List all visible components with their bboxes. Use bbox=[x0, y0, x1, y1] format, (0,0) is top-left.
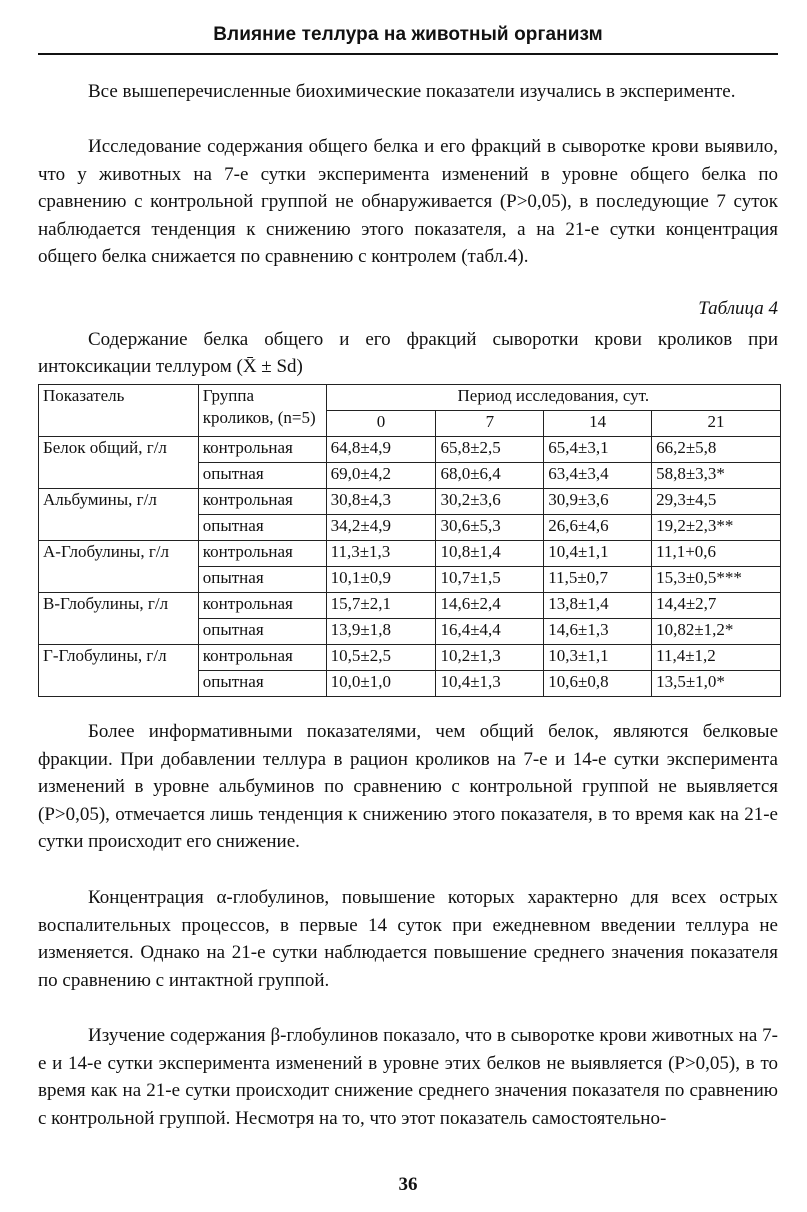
header-indicator: Показатель bbox=[39, 385, 199, 437]
group-cell: опытная bbox=[198, 671, 326, 697]
value-cell: 14,4±2,7 bbox=[652, 593, 781, 619]
header-rule bbox=[38, 53, 778, 55]
paragraph-5 bbox=[38, 1022, 778, 1132]
paragraph-2-text: Исследование содержания общего белка и его фракций в сыворотке крови выявило, что у животных на 7-е сутки эксперимента изменений в уровне общего белка по сравнению с контрольной группой не обнаруживается (P>0,05), в последующие 7 суток наблюдается тенденция к снижению этого показателя, а на 21-е сутки концентрация общего белка снижается по сравнению с контролем (табл.4). bbox=[38, 136, 778, 267]
value-cell: 10,3±1,1 bbox=[544, 645, 652, 671]
paragraph-3 bbox=[38, 718, 778, 856]
table-caption bbox=[38, 326, 778, 380]
value-cell: 10,2±1,3 bbox=[436, 645, 544, 671]
value-cell: 11,4±1,2 bbox=[652, 645, 781, 671]
value-cell: 13,5±1,0* bbox=[652, 671, 781, 697]
value-cell: 11,3±1,3 bbox=[326, 541, 436, 567]
value-cell: 64,8±4,9 bbox=[326, 437, 436, 463]
value-cell: 16,4±4,4 bbox=[436, 619, 544, 645]
paragraph-1 bbox=[38, 78, 778, 106]
paragraph-5-text: Изучение содержания β-глобулинов показало, что в сыворотке крови животных на 7-е и 14-е сутки эксперимента изменений в уровне этих белков не выявляется (P>0,05), в то время как на 21-е сутки происходит снижение среднего значения показателя по сравнению с контрольной группой. Несмотря на то, что этот показатель самостоятельно- bbox=[38, 1025, 778, 1129]
header-day: 14 bbox=[544, 411, 652, 437]
indicator-cell: Г-Глобулины, г/л bbox=[39, 645, 199, 697]
value-cell: 13,8±1,4 bbox=[544, 593, 652, 619]
value-cell: 30,8±4,3 bbox=[326, 489, 436, 515]
group-cell: опытная bbox=[198, 619, 326, 645]
paragraph-2 bbox=[38, 133, 778, 271]
value-cell: 13,9±1,8 bbox=[326, 619, 436, 645]
value-cell: 10,4±1,3 bbox=[436, 671, 544, 697]
value-cell: 65,8±2,5 bbox=[436, 437, 544, 463]
group-cell: опытная bbox=[198, 515, 326, 541]
value-cell: 14,6±1,3 bbox=[544, 619, 652, 645]
group-cell: опытная bbox=[198, 567, 326, 593]
value-cell: 10,8±1,4 bbox=[436, 541, 544, 567]
data-table bbox=[38, 384, 781, 697]
indicator-cell: В-Глобулины, г/л bbox=[39, 593, 199, 645]
value-cell: 15,3±0,5*** bbox=[652, 567, 781, 593]
value-cell: 58,8±3,3* bbox=[652, 463, 781, 489]
value-cell: 63,4±3,4 bbox=[544, 463, 652, 489]
table-row bbox=[39, 541, 781, 567]
paragraph-4 bbox=[38, 884, 778, 994]
group-cell: контрольная bbox=[198, 645, 326, 671]
group-cell: контрольная bbox=[198, 437, 326, 463]
table-caption-text: Содержание белка общего и его фракций сыворотки крови кроликов при интоксикации теллуром (X̄ ± Sd) bbox=[38, 329, 778, 377]
value-cell: 11,1+0,6 bbox=[652, 541, 781, 567]
value-cell: 19,2±2,3** bbox=[652, 515, 781, 541]
header-period: Период исследования, сут. bbox=[326, 385, 780, 411]
table-row bbox=[39, 593, 781, 619]
group-cell: контрольная bbox=[198, 489, 326, 515]
value-cell: 10,5±2,5 bbox=[326, 645, 436, 671]
table-row bbox=[39, 437, 781, 463]
header-group: Группа кроликов, (n=5) bbox=[198, 385, 326, 437]
page-number: 36 bbox=[398, 1174, 418, 1195]
table-row bbox=[39, 489, 781, 515]
value-cell: 30,6±5,3 bbox=[436, 515, 544, 541]
value-cell: 29,3±4,5 bbox=[652, 489, 781, 515]
value-cell: 10,4±1,1 bbox=[544, 541, 652, 567]
value-cell: 30,2±3,6 bbox=[436, 489, 544, 515]
value-cell: 10,82±1,2* bbox=[652, 619, 781, 645]
value-cell: 14,6±2,4 bbox=[436, 593, 544, 619]
paragraph-3-text: Более информативными показателями, чем общий белок, являются белковые фракции. При добавлении теллура в рацион кроликов на 7-е и 14-е сутки эксперимента изменений в уровне альбуминов по сравнению с контрольной группой не выявляется (P>0,05), отмечается лишь тенденция к снижению этого показателя, в то время как на 21-е сутки происходит его снижение. bbox=[38, 721, 778, 852]
value-cell: 11,5±0,7 bbox=[544, 567, 652, 593]
paragraph-4-text: Концентрация α-глобулинов, повышение которых характерно для всех острых воспалительных процессов, в первые 14 суток при ежедневном введении теллура не изменяется. Однако на 21-е сутки наблюдается повышение среднего значения показателя по сравнению с интактной группой. bbox=[38, 887, 778, 991]
value-cell: 10,7±1,5 bbox=[436, 567, 544, 593]
paragraph-1-text: Все вышеперечисленные биохимические показатели изучались в эксперименте. bbox=[88, 81, 736, 102]
group-cell: контрольная bbox=[198, 541, 326, 567]
header-day: 0 bbox=[326, 411, 436, 437]
value-cell: 34,2±4,9 bbox=[326, 515, 436, 541]
group-cell: опытная bbox=[198, 463, 326, 489]
table-row bbox=[39, 645, 781, 671]
header-day: 21 bbox=[652, 411, 781, 437]
value-cell: 30,9±3,6 bbox=[544, 489, 652, 515]
indicator-cell: А-Глобулины, г/л bbox=[39, 541, 199, 593]
indicator-cell: Белок общий, г/л bbox=[39, 437, 199, 489]
indicator-cell: Альбумины, г/л bbox=[39, 489, 199, 541]
value-cell: 69,0±4,2 bbox=[326, 463, 436, 489]
value-cell: 68,0±6,4 bbox=[436, 463, 544, 489]
group-cell: контрольная bbox=[198, 593, 326, 619]
table-label: Таблица 4 bbox=[698, 298, 778, 319]
value-cell: 10,6±0,8 bbox=[544, 671, 652, 697]
value-cell: 65,4±3,1 bbox=[544, 437, 652, 463]
value-cell: 26,6±4,6 bbox=[544, 515, 652, 541]
header-day: 7 bbox=[436, 411, 544, 437]
value-cell: 10,0±1,0 bbox=[326, 671, 436, 697]
running-head: Влияние теллура на животный организм bbox=[213, 24, 603, 45]
value-cell: 15,7±2,1 bbox=[326, 593, 436, 619]
value-cell: 10,1±0,9 bbox=[326, 567, 436, 593]
value-cell: 66,2±5,8 bbox=[652, 437, 781, 463]
